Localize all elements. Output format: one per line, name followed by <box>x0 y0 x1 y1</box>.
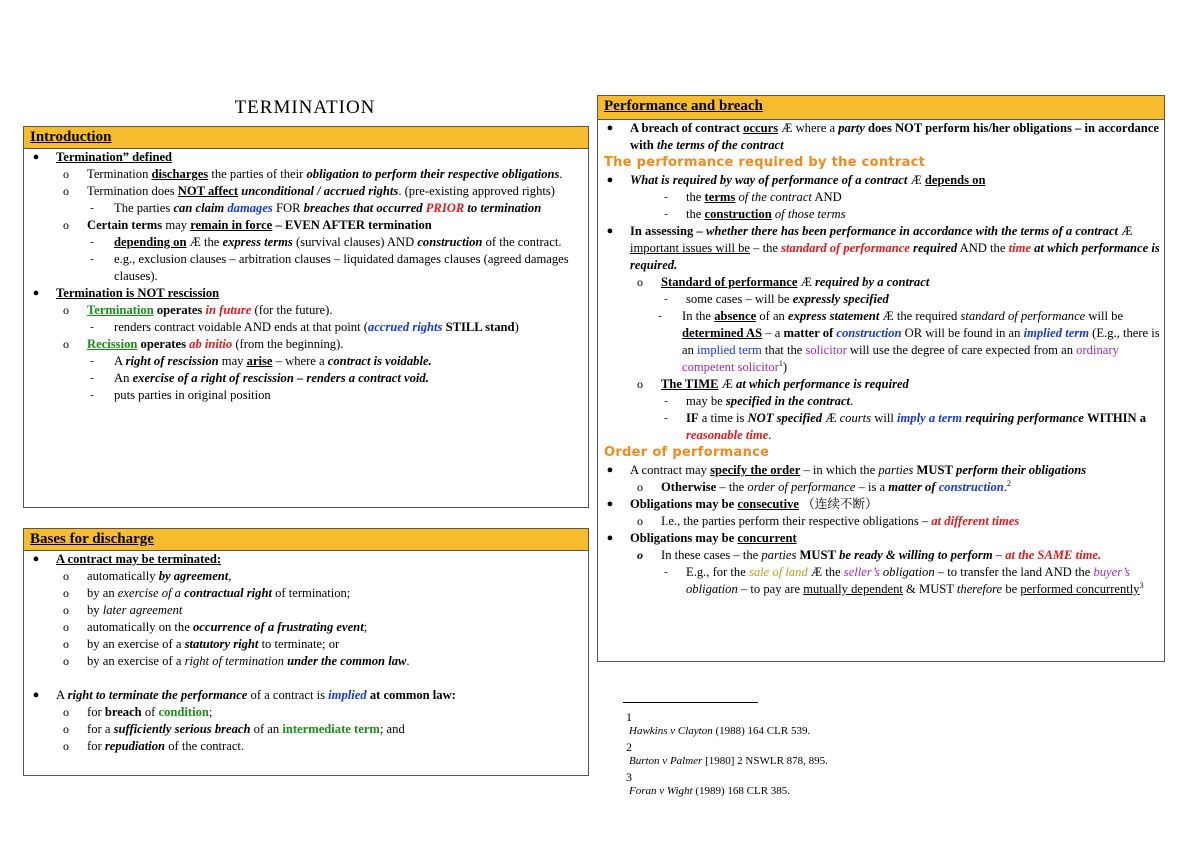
circle-bullet-icon: o <box>637 275 643 289</box>
list-item: - the terms of the contract AND <box>598 189 1164 206</box>
footnote-2: 2 Burton v Palmer [1980] 2 NSWLR 878, 895. <box>626 740 828 767</box>
section-heading: Order of performance <box>604 445 770 460</box>
circle-bullet-icon: o <box>637 377 643 391</box>
bullet-icon: ● <box>606 122 614 134</box>
list-item: o In these cases – the parties MUST be ready & willing to perform – at the SAME time. <box>598 547 1164 564</box>
circle-bullet-icon: o <box>63 620 69 634</box>
circle-bullet-icon: o <box>63 722 69 736</box>
dash-bullet-icon: - <box>90 372 94 384</box>
circle-bullet-icon: o <box>63 654 69 668</box>
bullet-icon: ● <box>606 532 614 544</box>
bases-for-discharge-box <box>23 528 589 776</box>
list-item: ● A contract may be terminated: <box>24 551 588 568</box>
list-item: o Recission operates ab initio (from the beginning). <box>24 336 588 353</box>
list-item: o automatically by agreement, <box>24 568 588 585</box>
page-title: TERMINATION <box>234 97 376 118</box>
dash-bullet-icon: - <box>90 202 94 214</box>
bullet-icon: ● <box>32 689 40 701</box>
list-item: o by an exercise of a statutory right to terminate; or <box>24 636 588 653</box>
list-item: o Standard of performance Æ required by a contract <box>598 274 1164 291</box>
circle-bullet-icon: o <box>63 303 69 317</box>
list-item: ● A contract may specify the order – in which the parties MUST perform their obligations <box>598 462 1164 479</box>
bullet-icon: ● <box>32 553 40 565</box>
list-item: o Certain terms may remain in force – EVEN AFTER termination <box>24 217 588 234</box>
list-item: o by later agreement <box>24 602 588 619</box>
list-item: - An exercise of a right of rescission – renders a contract void. <box>24 370 588 387</box>
circle-bullet-icon: o <box>63 586 69 600</box>
dash-bullet-icon: - <box>90 321 94 333</box>
list-item: - some cases – will be expressly specified <box>598 291 1164 308</box>
list-item: - The parties can claim damages FOR breaches that occurred PRIOR to termination <box>24 200 588 217</box>
dash-bullet-icon: - <box>90 236 94 248</box>
list-item: - IF a time is NOT specified Æ courts will imply a term requiring performance WITHIN a reasonable time. <box>598 410 1164 444</box>
list-item: - In the absence of an express statement Æ the required standard of performance will be determined AS – a matter of construction OR will be found in an implied term (E.g., there is an implied term that the solicitor will use the degree of care expected from an ordinary competent solicitor$^1$) <box>598 308 1164 376</box>
list-item: o automatically on the occurrence of a frustrating event; <box>24 619 588 636</box>
circle-bullet-icon: o <box>63 337 69 351</box>
list-item: o for a sufficiently serious breach of an intermediate term; and <box>24 721 588 738</box>
list-item: o The TIME Æ at which performance is required <box>598 376 1164 393</box>
dash-bullet-icon: - <box>664 395 668 407</box>
list-item: ● What is required by way of performance of a contract Æ depends on <box>598 172 1164 189</box>
list-item: ● In assessing – whether there has been performance in accordance with the terms of a contract Æ important issues will be – the standard of performance required AND the time at which performance is required. <box>598 223 1164 274</box>
footnote-1: 1 Hawkins v Clayton (1988) 164 CLR 539. <box>626 710 811 737</box>
circle-bullet-icon: o <box>637 548 643 562</box>
list-item: o Otherwise – the order of performance – is a matter of construction.$^2$ <box>598 479 1164 496</box>
list-item: ● Obligations may be concurrent <box>598 530 1164 547</box>
circle-bullet-icon: o <box>63 603 69 617</box>
performance-and-breach-box <box>597 95 1165 662</box>
dash-bullet-icon: - <box>90 355 94 367</box>
circle-bullet-icon: o <box>63 167 69 181</box>
list-item: o Termination operates in future (for the future). <box>24 302 588 319</box>
dash-bullet-icon: - <box>90 389 94 401</box>
circle-bullet-icon: o <box>63 184 69 198</box>
footnote-rule <box>623 702 758 703</box>
introduction-heading: Introduction <box>24 127 588 149</box>
dash-bullet-icon: - <box>658 310 662 322</box>
bullet-icon: ● <box>606 464 614 476</box>
bullet-icon: ● <box>606 225 614 237</box>
list-item: - puts parties in original position <box>24 387 588 404</box>
dash-bullet-icon: - <box>664 191 668 203</box>
bases-for-discharge-heading: Bases for discharge <box>24 529 588 551</box>
performance-and-breach-heading: Performance and breach <box>598 96 1164 120</box>
list-item: o by an exercise of a right of termination under the common law. <box>24 653 588 670</box>
circle-bullet-icon: o <box>637 480 643 494</box>
list-item: o for breach of condition; <box>24 704 588 721</box>
introduction-box <box>23 126 589 508</box>
list-item: ● A right to terminate the performance of a contract is implied at common law: <box>24 687 588 704</box>
list-item: ● Obligations may be consecutive （连续不断） <box>598 496 1164 513</box>
circle-bullet-icon: o <box>63 739 69 753</box>
footnote-3: 3 Foran v Wight (1989) 168 CLR 385. <box>626 770 791 797</box>
bullet-icon: ● <box>32 151 40 163</box>
list-item: - renders contract voidable AND ends at that point (accrued rights STILL stand) <box>24 319 588 336</box>
circle-bullet-icon: o <box>63 637 69 651</box>
list-item: o for repudiation of the contract. <box>24 738 588 755</box>
list-item: o by an exercise of a contractual right of termination; <box>24 585 588 602</box>
circle-bullet-icon: o <box>637 514 643 528</box>
list-item: ● Termination” defined <box>24 149 588 166</box>
list-item: - the construction of those terms <box>598 206 1164 223</box>
list-item: - e.g., exclusion clauses – arbitration clauses – liquidated damages clauses (agreed damages clauses). <box>24 251 588 285</box>
list-item: ● A breach of contract occurs Æ where a party does NOT perform his/her obligations – in accordance with the terms of the contract <box>598 120 1164 154</box>
list-item: o Termination discharges the parties of their obligation to perform their respective obligations. <box>24 166 588 183</box>
dash-bullet-icon: - <box>664 208 668 220</box>
bullet-icon: ● <box>32 287 40 299</box>
dash-bullet-icon: - <box>664 412 668 424</box>
list-item: - E.g., for the sale of land Æ the seller’s obligation – to transfer the land AND the buyer’s obligation – to pay are mutually dependent & MUST therefore be performed concurrently$^3$ <box>598 564 1164 598</box>
circle-bullet-icon: o <box>63 218 69 232</box>
bullet-icon: ● <box>606 174 614 186</box>
circle-bullet-icon: o <box>63 705 69 719</box>
list-item: - may be specified in the contract. <box>598 393 1164 410</box>
bullet-icon: ● <box>606 498 614 510</box>
section-heading: The performance required by the contract <box>604 155 926 170</box>
list-item: - A right of rescission may arise – where a contract is voidable. <box>24 353 588 370</box>
list-item: ● Termination is NOT rescission <box>24 285 588 302</box>
list-item: o Termination does NOT affect unconditional / accrued rights. (pre-existing approved rights) <box>24 183 588 200</box>
dash-bullet-icon: - <box>664 293 668 305</box>
circle-bullet-icon: o <box>63 569 69 583</box>
dash-bullet-icon: - <box>90 253 94 265</box>
dash-bullet-icon: - <box>664 566 668 578</box>
list-item: o I.e., the parties perform their respective obligations – at different times <box>598 513 1164 530</box>
list-item: - depending on Æ the express terms (survival clauses) AND construction of the contract. <box>24 234 588 251</box>
